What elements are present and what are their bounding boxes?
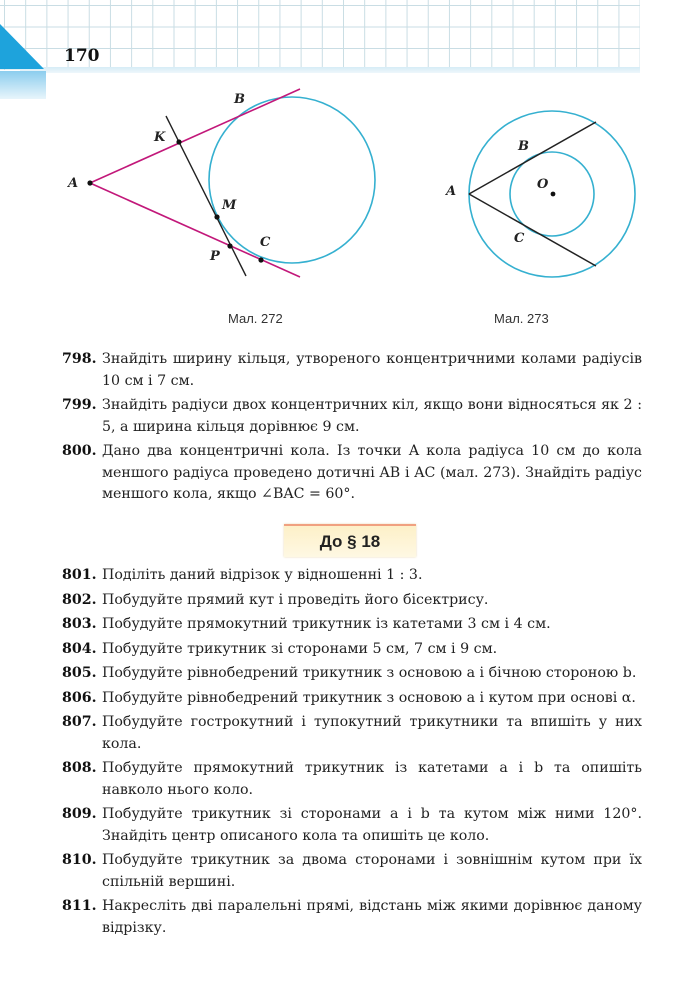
label-k: K (154, 130, 166, 145)
label-m: M (222, 198, 237, 213)
problem-803 (62, 614, 642, 636)
problem-text: Побудуйте прямокутний трикутник із катетами 3 см і 4 см. (102, 616, 551, 632)
label-c: C (514, 231, 525, 246)
problem-number: 802. (62, 591, 97, 608)
problem-number: 808. (62, 760, 97, 776)
section-heading: До § 18 (284, 524, 416, 557)
problem-number: 801. (62, 567, 97, 583)
problem-number: 804. (62, 640, 97, 657)
problem-text: Побудуйте прямокутний трикутник із катетами a і b та опишіть навколо нього коло. (102, 760, 642, 798)
problem-800 (62, 441, 642, 506)
point-c (258, 257, 263, 262)
figure-272-caption: Мал. 272 (228, 311, 283, 326)
label-b: B (234, 92, 245, 107)
circle (209, 97, 375, 263)
problem-text: Побудуйте рівнобедрений трикутник з основою a і бічною стороною b. (102, 665, 637, 681)
problem-798 (62, 349, 642, 392)
label-p: P (210, 249, 220, 264)
problem-text: Знайдіть ширину кільця, утвореного концентричними колами радіусів 10 см і 7 см. (102, 351, 642, 389)
problem-811 (62, 896, 642, 939)
problem-805 (62, 663, 642, 685)
point-k (176, 139, 181, 144)
problem-810 (62, 850, 642, 893)
label-a: A (68, 176, 79, 191)
point-p (227, 243, 232, 248)
problem-801 (62, 565, 642, 587)
tangent-line-ab (90, 89, 300, 183)
problem-807 (62, 712, 642, 755)
problem-text: Побудуйте трикутник зі сторонами a і b та кутом між ними 120°. Знайдіть центр описаного кола та опишіть це коло. (102, 806, 642, 844)
figure-272 (66, 89, 375, 277)
label-a: A (446, 184, 457, 199)
problem-text: Дано два концентричні кола. Із точки A кола радіуса 10 см до кола меншого радіуса проведено дотичні AB і AC (мал. 273). Знайдіть радіус меншого кола, якщо ∠BAC = 60°. (102, 443, 642, 502)
problem-number: 799. (62, 397, 97, 413)
problem-number: 811. (62, 898, 97, 914)
point-a (87, 180, 92, 185)
problem-text: Побудуйте прямий кут і проведіть його бісектрису. (102, 591, 489, 608)
tangent-line-ac (469, 194, 596, 266)
problem-808 (62, 758, 642, 801)
problem-text: Поділіть даний відрізок у відношенні 1 : 3. (102, 567, 423, 583)
problem-text: Накресліть дві паралельні прямі, відстань між якими дорівнює даному відрізку. (102, 898, 642, 936)
point-m (214, 214, 219, 219)
problems-list-bottom (62, 565, 642, 942)
figures-canvas (0, 0, 690, 310)
problem-number: 798. (62, 351, 97, 367)
page-number: 170 (64, 46, 100, 66)
tangent-line-ab (469, 122, 596, 194)
problem-text: Побудуйте гострокутний і тупокутний трикутники та впишіть у них кола. (102, 714, 642, 752)
problem-799 (62, 395, 642, 438)
problem-806 (62, 688, 642, 710)
tangent-line-ac (90, 183, 300, 277)
problem-number: 805. (62, 665, 97, 681)
problem-number: 806. (62, 689, 97, 706)
problem-802 (62, 590, 642, 612)
label-c: C (260, 235, 271, 250)
label-o: O (537, 177, 549, 192)
figure-273 (444, 111, 635, 277)
problem-number: 803. (62, 616, 97, 632)
problem-number: 809. (62, 806, 97, 822)
problem-809 (62, 804, 642, 847)
problem-804 (62, 639, 642, 661)
problem-text: Знайдіть радіуси двох концентричних кіл, якщо вони відносяться як 2 : 5, а ширина кільця дорівнює 9 см. (102, 397, 642, 435)
label-b: B (518, 139, 529, 154)
problem-number: 807. (62, 714, 97, 730)
problems-list-top (62, 349, 642, 509)
problem-number: 810. (62, 852, 97, 868)
figure-273-caption: Мал. 273 (494, 311, 549, 326)
problem-text: Побудуйте рівнобедрений трикутник з основою a і кутом при основі α. (102, 689, 636, 706)
problem-text: Побудуйте трикутник за двома сторонами і зовнішнім кутом при їх спільній вершині. (102, 852, 642, 890)
problem-number: 800. (62, 443, 97, 459)
center-point-o (551, 192, 556, 197)
problem-text: Побудуйте трикутник зі сторонами 5 см, 7 см і 9 см. (102, 640, 498, 657)
